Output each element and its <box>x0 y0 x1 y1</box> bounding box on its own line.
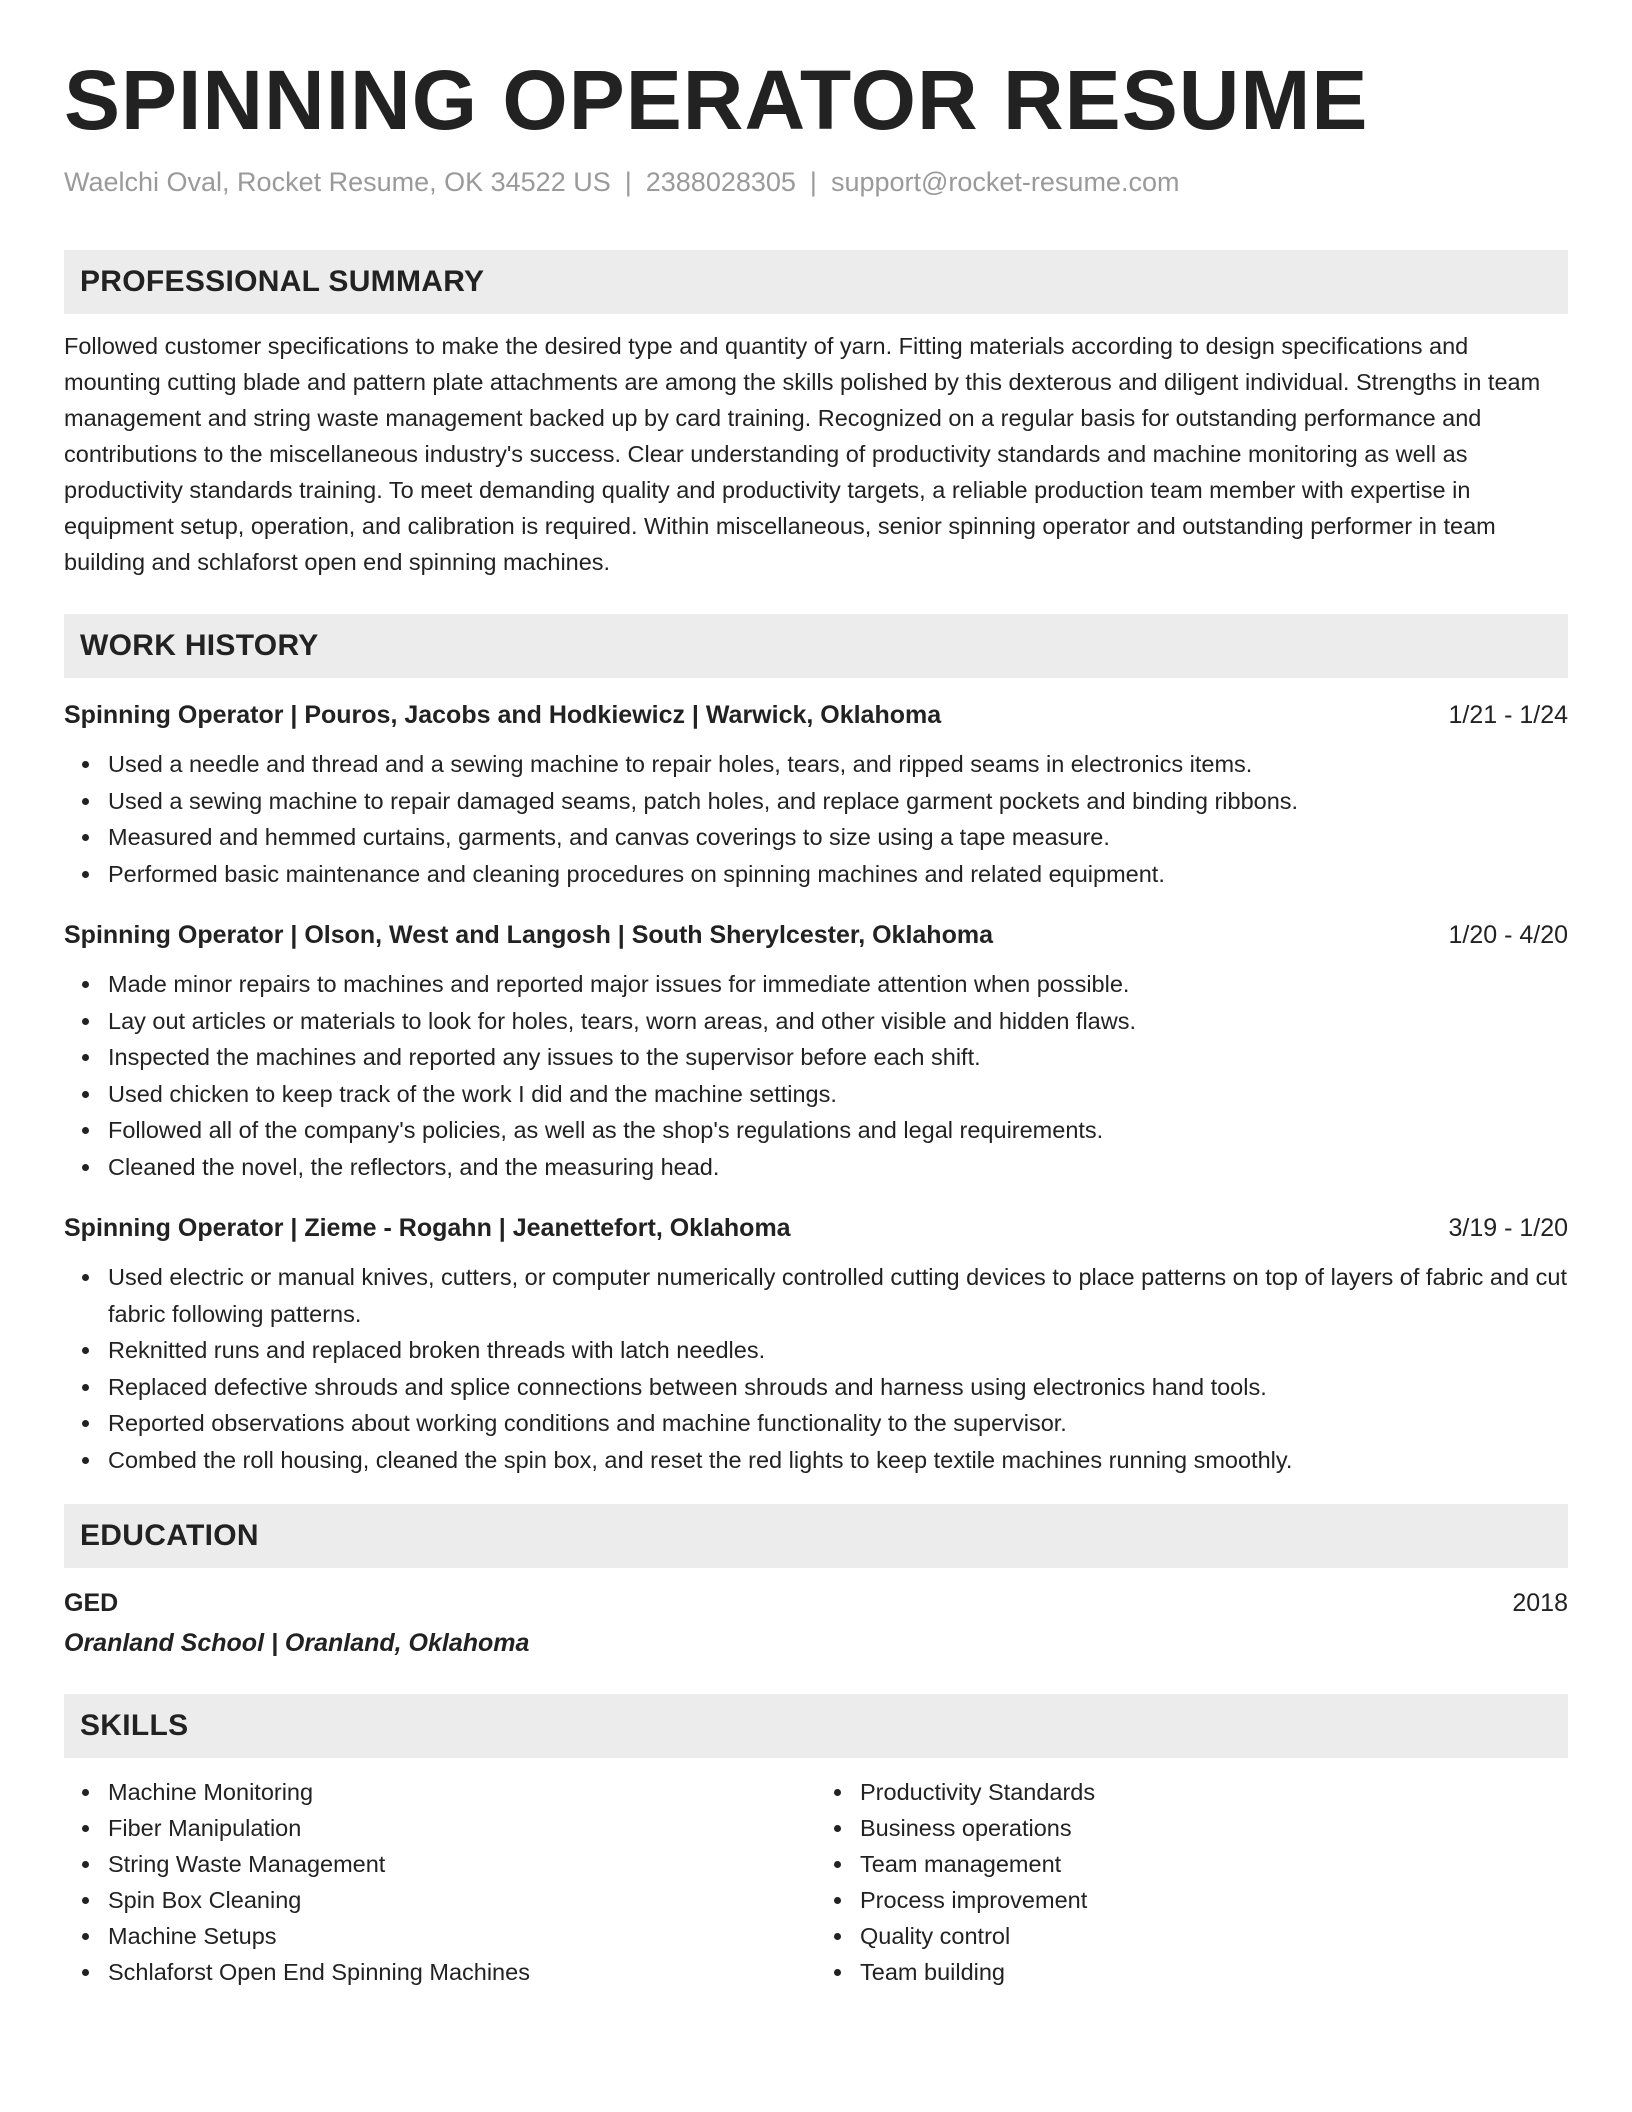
skill-item: Team management <box>860 1846 1568 1882</box>
skills-list-right <box>816 1774 1568 1990</box>
skill-item: Machine Setups <box>108 1918 816 1954</box>
skills-list-left <box>64 1774 816 1990</box>
job-dates: 1/21 - 1/24 <box>1448 701 1568 730</box>
job-bullet: Used a sewing machine to repair damaged seams, patch holes, and replace garment pockets and binding ribbons. <box>108 783 1568 820</box>
job-bullet: Made minor repairs to machines and reported major issues for immediate attention when possible. <box>108 966 1568 1003</box>
job-bullet: Replaced defective shrouds and splice connections between shrouds and harness using electronics hand tools. <box>108 1369 1568 1406</box>
job-dates: 1/20 - 4/20 <box>1448 921 1568 950</box>
job-bullet: Reknitted runs and replaced broken threads with latch needles. <box>108 1332 1568 1369</box>
skill-item: Quality control <box>860 1918 1568 1954</box>
section-title-skills: SKILLS <box>64 1694 1568 1758</box>
job-header <box>64 918 1568 952</box>
job-bullet: Measured and hemmed curtains, garments, and canvas coverings to size using a tape measure. <box>108 819 1568 856</box>
job-heading: Spinning Operator | Pouros, Jacobs and Hodkiewicz | Warwick, Oklahoma <box>64 701 942 730</box>
job-bullet-list <box>64 966 1568 1185</box>
skill-item: Machine Monitoring <box>108 1774 816 1810</box>
summary-text: Followed customer specifications to make the desired type and quantity of yarn. Fitting materials according to design specifications and mounting cutting blade and pattern plate attachments are among the skills polished by this dexterous and diligent individual. Strengths in team management and string waste management backed up by card training. Recognized on a regular basis for outstanding performance and contributions to the miscellaneous industry's success. Clear understanding of productivity standards and machine monitoring as well as productivity standards training. To meet demanding quality and productivity targets, a reliable production team member with expertise in equipment setup, operation, and calibration is required. Within miscellaneous, senior spinning operator and outstanding performer in team building and schlaforst open end spinning machines. <box>64 333 1541 576</box>
education-entry <box>64 1586 1568 1660</box>
contact-phone: 2388028305 <box>645 167 796 197</box>
skills-columns <box>64 1774 1568 1990</box>
job-entry <box>64 918 1568 1185</box>
skill-item: Business operations <box>860 1810 1568 1846</box>
skill-item: Productivity Standards <box>860 1774 1568 1810</box>
section-title-summary: PROFESSIONAL SUMMARY <box>64 250 1568 314</box>
skill-item: Fiber Manipulation <box>108 1810 816 1846</box>
job-heading: Spinning Operator | Zieme - Rogahn | Jeanettefort, Oklahoma <box>64 1214 791 1243</box>
contact-email: support@rocket-resume.com <box>830 167 1180 197</box>
skill-item: String Waste Management <box>108 1846 816 1882</box>
job-bullet: Followed all of the company's policies, as well as the shop's regulations and legal requirements. <box>108 1112 1568 1149</box>
resume-title: SPINNING OPERATOR RESUME <box>64 53 1369 147</box>
skill-item: Schlaforst Open End Spinning Machines <box>108 1954 816 1990</box>
job-header <box>64 1211 1568 1245</box>
job-bullet: Reported observations about working conditions and machine functionality to the supervisor. <box>108 1405 1568 1442</box>
skill-item: Spin Box Cleaning <box>108 1882 816 1918</box>
contact-address: Waelchi Oval, Rocket Resume, OK 34522 US <box>64 167 611 197</box>
contact-separator: | <box>624 167 632 197</box>
job-dates: 3/19 - 1/20 <box>1448 1214 1568 1243</box>
job-header <box>64 698 1568 732</box>
section-title-work-history: WORK HISTORY <box>64 614 1568 678</box>
job-bullet: Used chicken to keep track of the work I did and the machine settings. <box>108 1076 1568 1113</box>
job-entry <box>64 698 1568 892</box>
education-school: Oranland School | Oranland, Oklahoma <box>64 1629 530 1658</box>
contact-line <box>64 166 1568 198</box>
section-title-education: EDUCATION <box>64 1504 1568 1568</box>
job-heading: Spinning Operator | Olson, West and Langosh | South Sherylcester, Oklahoma <box>64 921 993 950</box>
job-entry <box>64 1211 1568 1478</box>
job-bullet-list <box>64 746 1568 892</box>
job-bullet: Performed basic maintenance and cleaning procedures on spinning machines and related equipment. <box>108 856 1568 893</box>
job-bullet: Inspected the machines and reported any issues to the supervisor before each shift. <box>108 1039 1568 1076</box>
education-year: 2018 <box>1512 1589 1568 1618</box>
education-header <box>64 1586 1568 1620</box>
job-bullet: Used electric or manual knives, cutters, or computer numerically controlled cutting devices to place patterns on top of layers of fabric and cut fabric following patterns. <box>108 1259 1568 1332</box>
job-bullet: Lay out articles or materials to look for holes, tears, worn areas, and other visible and hidden flaws. <box>108 1003 1568 1040</box>
job-bullet: Combed the roll housing, cleaned the spin box, and reset the red lights to keep textile machines running smoothly. <box>108 1442 1568 1479</box>
job-bullet-list <box>64 1259 1568 1478</box>
job-bullet: Cleaned the novel, the reflectors, and the measuring head. <box>108 1149 1568 1186</box>
job-bullet: Used a needle and thread and a sewing machine to repair holes, tears, and ripped seams in electronics items. <box>108 746 1568 783</box>
skill-item: Process improvement <box>860 1882 1568 1918</box>
education-degree: GED <box>64 1589 119 1618</box>
contact-separator: | <box>809 167 817 197</box>
skill-item: Team building <box>860 1954 1568 1990</box>
